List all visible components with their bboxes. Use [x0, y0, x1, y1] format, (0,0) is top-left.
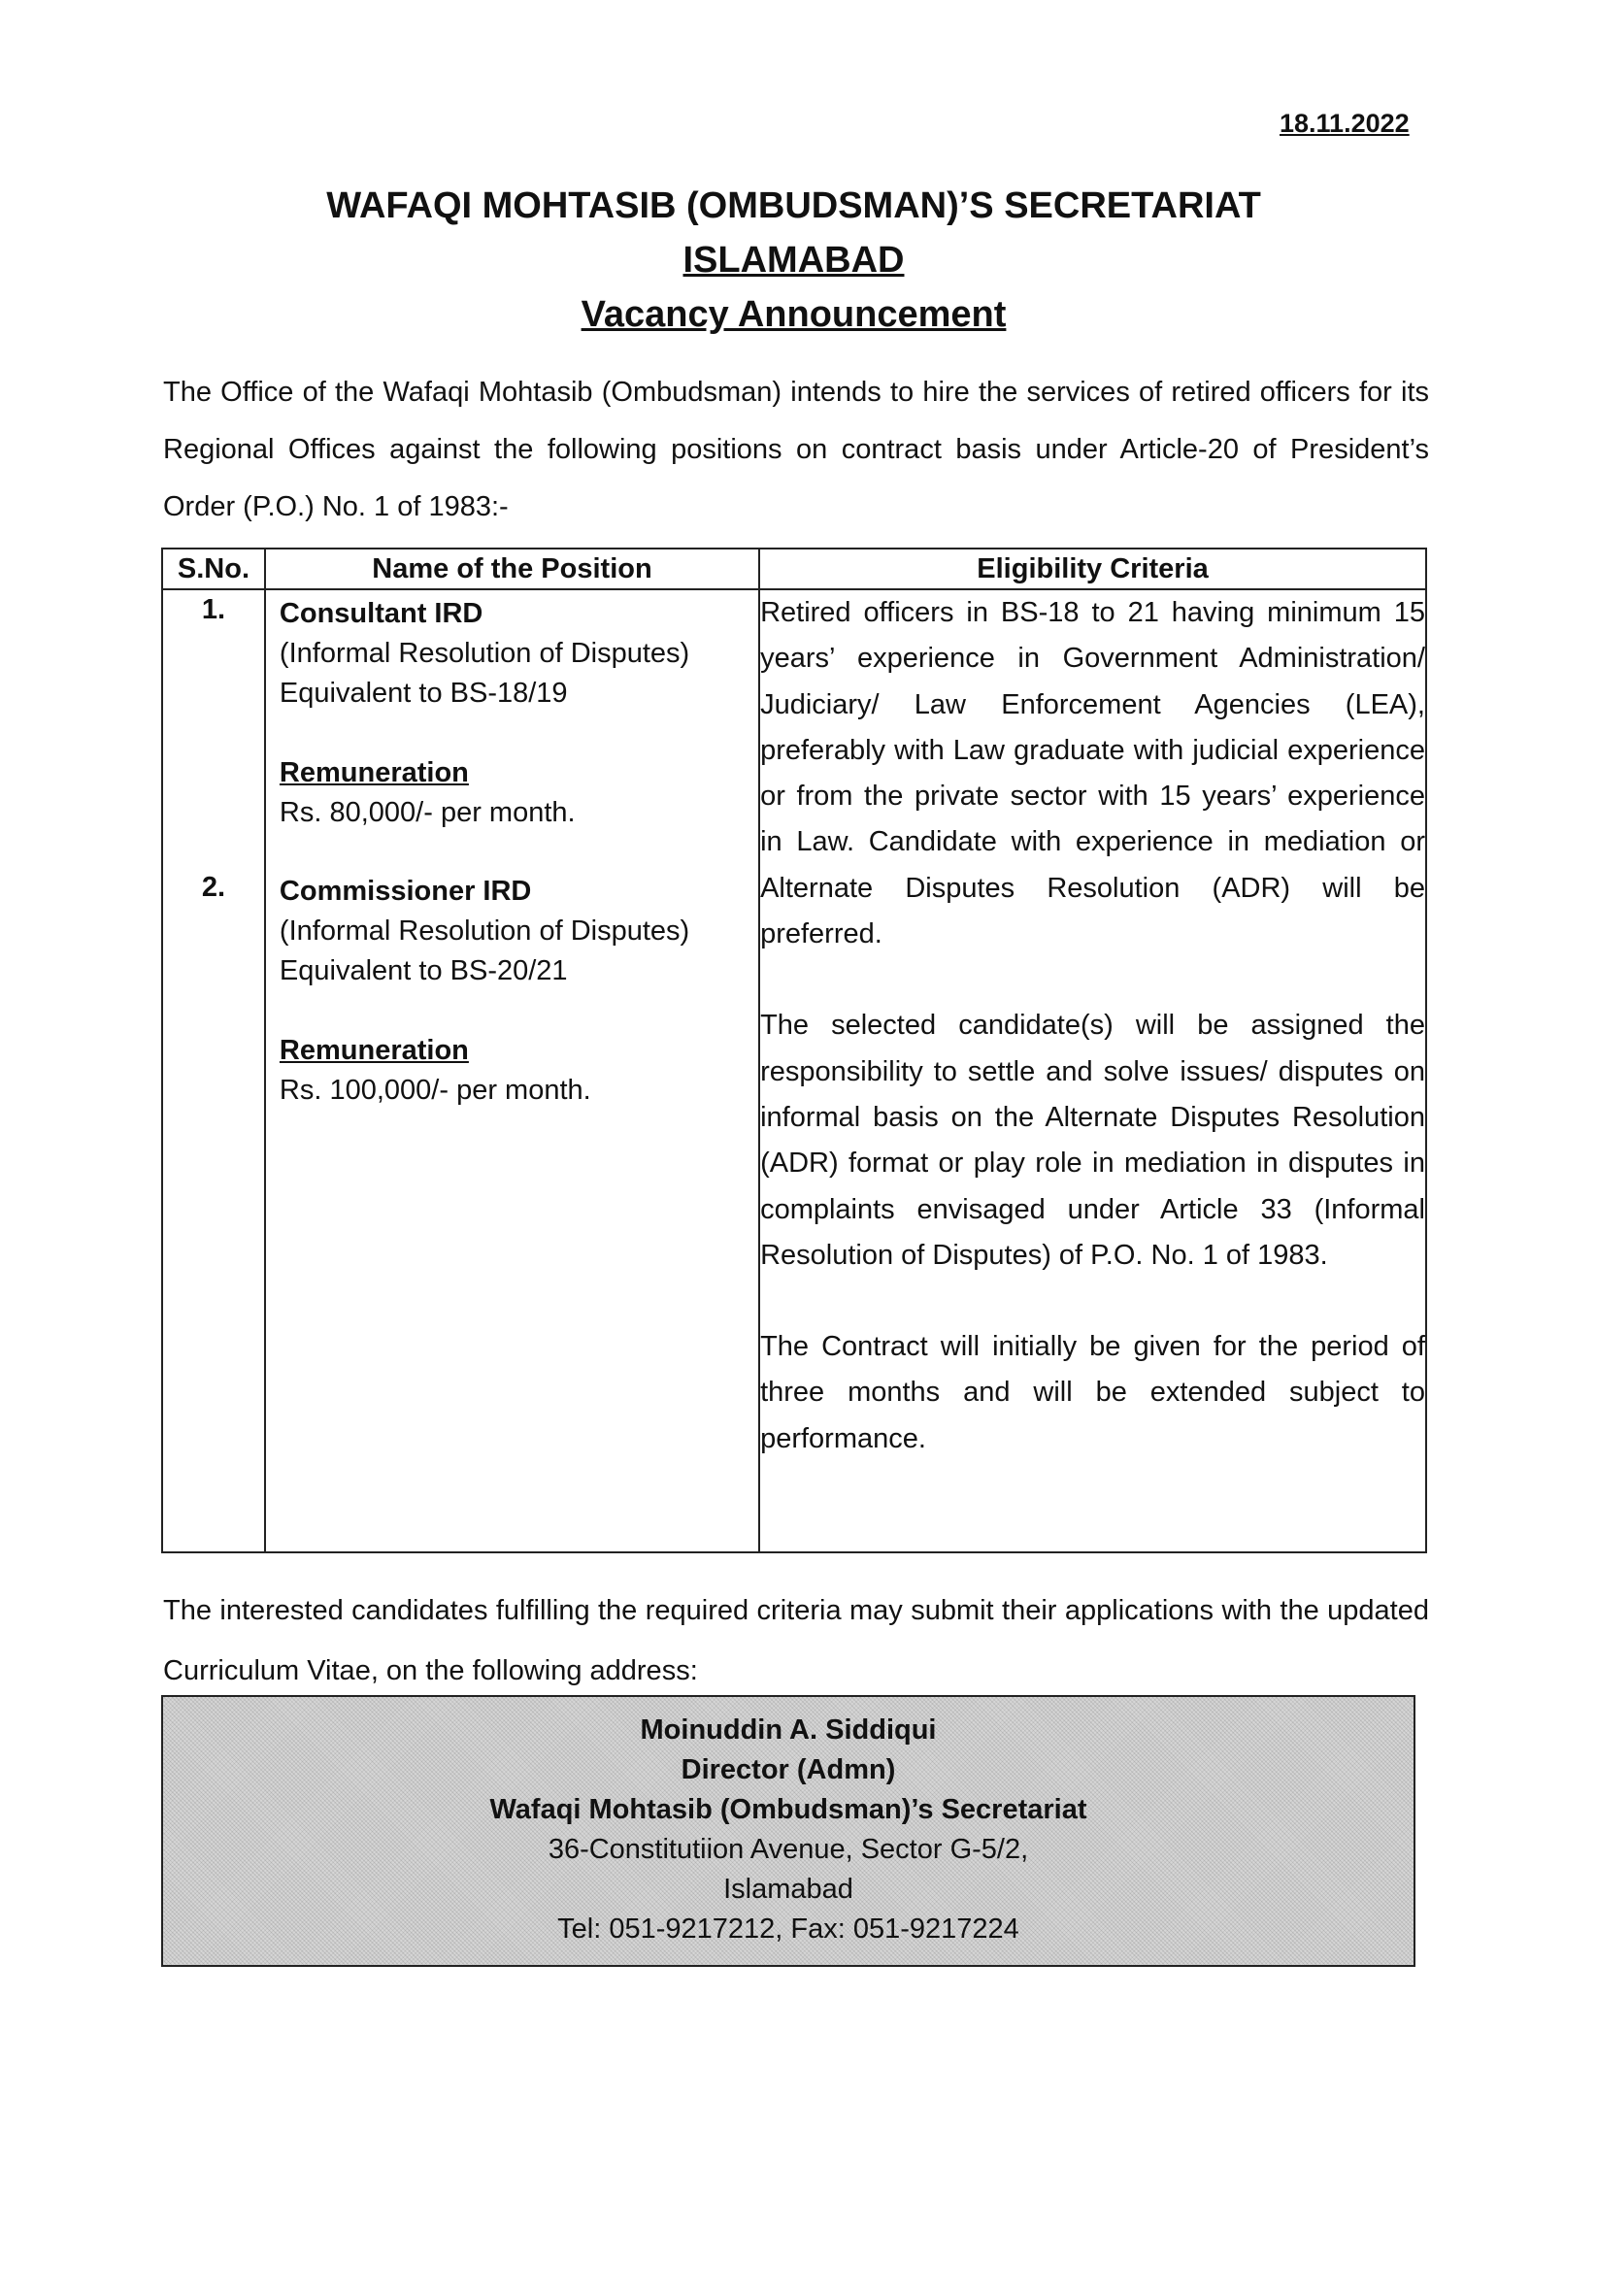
address-street: 36-Constitutiion Avenue, Sector G-5/2, — [548, 1834, 1029, 1865]
address-designation: Director (Admn) — [681, 1754, 896, 1785]
table-row — [162, 589, 1426, 1552]
submission-paragraph: The interested candidates fulfilling the required criteria may submit their applications with the updated Curriculum Vitae, on the following address: — [163, 1595, 1429, 1686]
sno-cell — [162, 589, 265, 1552]
position-2-equivalent: Equivalent to BS-20/21 — [279, 955, 568, 986]
address-name: Moinuddin A. Siddiqui — [640, 1714, 937, 1746]
header-sno: S.No. — [162, 549, 265, 589]
position-1 — [280, 594, 689, 833]
position-1-name: Consultant IRD — [279, 598, 483, 629]
address-city: Islamabad — [723, 1874, 853, 1905]
table-header-row — [162, 549, 1426, 589]
organization-title: WAFAQI MOHTASIB (OMBUDSMAN)’S SECRETARIAT — [326, 185, 1261, 226]
eligibility-criteria-text: Retired officers in BS-18 to 21 having minimum 15 years’ experience in Government Administration/ Judiciary/ Law Enforcement Agencies (LEA), preferably with Law graduate with judicial experience or from the private sector with 15 years’ experience in Law. Candidate with experience in mediation or Alternate Disputes Resolution (ADR) will be preferred. — [760, 597, 1425, 950]
contract-text: The Contract will initially be given for the period of three months and will be extended subject to performance. — [760, 1331, 1425, 1454]
position-1-remuneration: Rs. 80,000/- per month. — [279, 797, 576, 828]
city-title: ISLAMABAD — [682, 240, 905, 281]
announcement-title: Vacancy Announcement — [581, 294, 1007, 335]
sno-1: 1. — [201, 594, 226, 625]
responsibility-text: The selected candidate(s) will be assigned the responsibility to settle and solve issues/ disputes on informal basis on the Alternate Disputes Resolution (ADR) format or play role in mediation in disputes in complaints envisaged under Article 33 (Informal Resolution of Disputes) of P.O. No. 1 of 1983. — [760, 1010, 1425, 1271]
position-2-remuneration-label: Remuneration — [279, 1035, 469, 1066]
header-position: Name of the Position — [265, 549, 759, 589]
vacancy-table — [161, 548, 1427, 1553]
position-2-name: Commissioner IRD — [279, 876, 532, 907]
position-1-subtitle: (Informal Resolution of Disputes) — [279, 638, 690, 669]
position-cell — [265, 589, 759, 1552]
document-date: 18.11.2022 — [1280, 109, 1410, 138]
position-1-remuneration-label: Remuneration — [279, 757, 469, 788]
position-2-remuneration: Rs. 100,000/- per month. — [279, 1075, 591, 1106]
address-box — [161, 1695, 1415, 1967]
header-eligibility: Eligibility Criteria — [759, 549, 1426, 589]
position-2-subtitle: (Informal Resolution of Disputes) — [279, 915, 690, 947]
position-1-equivalent: Equivalent to BS-18/19 — [279, 678, 568, 709]
sno-2: 2. — [201, 872, 226, 903]
intro-paragraph: The Office of the Wafaqi Mohtasib (Ombudsman) intends to hire the services of retired officers for its Regional Offices against the following positions on contract basis under Article-20 of President’s Order (P.O.) No. 1 of 1983:- — [163, 377, 1429, 522]
eligibility-cell — [759, 589, 1426, 1552]
document-header — [0, 179, 1597, 342]
address-organization: Wafaqi Mohtasib (Ombudsman)’s Secretariat — [489, 1794, 1087, 1825]
address-contact: Tel: 051-9217212, Fax: 051-9217224 — [557, 1913, 1019, 1945]
position-2 — [280, 872, 689, 1111]
